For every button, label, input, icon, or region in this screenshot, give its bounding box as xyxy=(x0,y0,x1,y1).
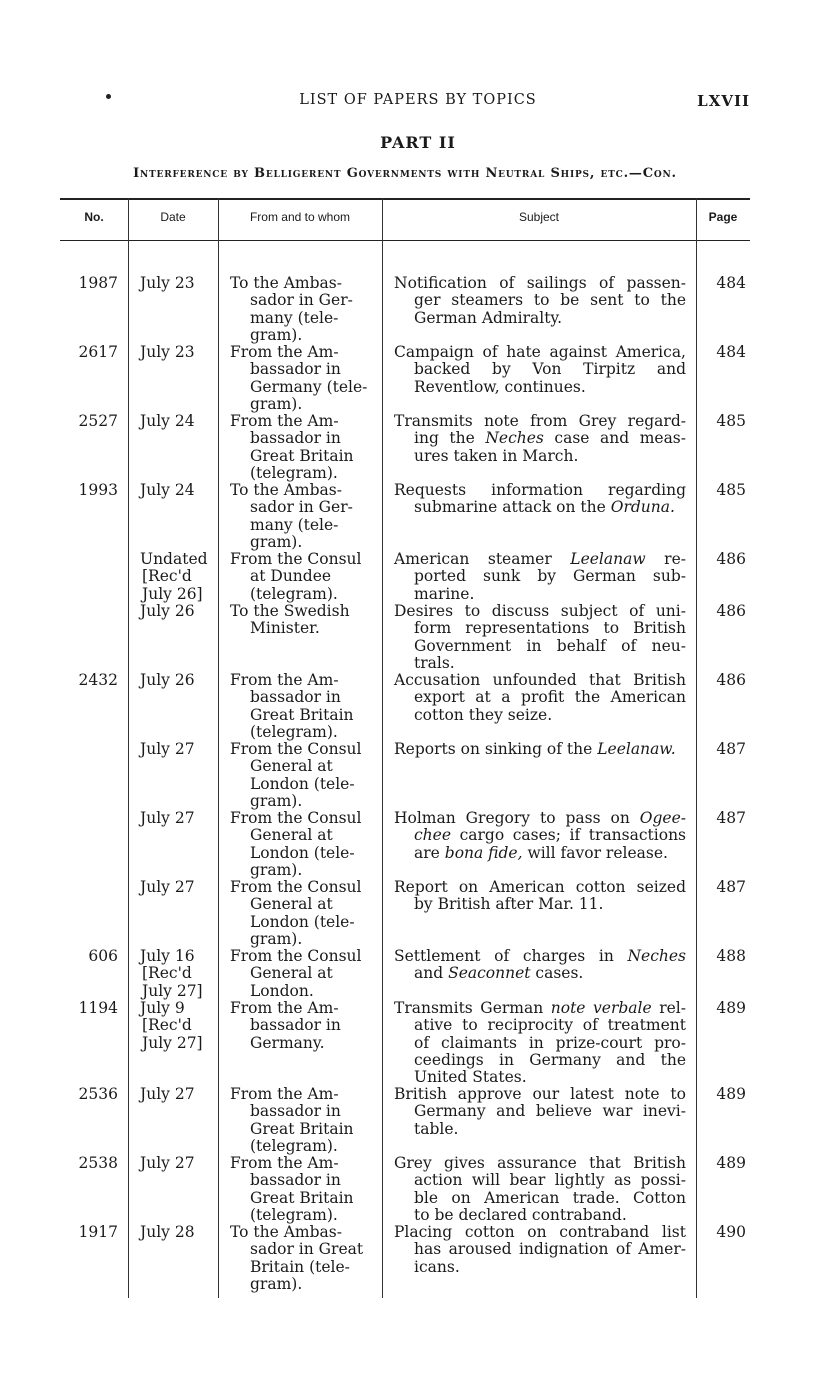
page-reference: 484 xyxy=(716,274,746,292)
from-line: To the Ambas- xyxy=(230,1223,342,1241)
date-line: July 28 xyxy=(140,1223,195,1241)
from-line: (telegram). xyxy=(250,722,338,741)
subject-line: cotton they seize. xyxy=(414,705,553,724)
page-reference: 486 xyxy=(716,671,746,689)
from-line: gram). xyxy=(250,791,303,810)
page-reference: 486 xyxy=(716,602,746,620)
page-reference: 489 xyxy=(716,999,746,1017)
subject xyxy=(394,603,686,672)
subject-line: Campaign of hate against America, xyxy=(394,343,686,361)
date-line: July 24 xyxy=(140,412,195,430)
from-line: London. xyxy=(250,981,314,1000)
subject-line: marine. xyxy=(414,584,475,603)
date-line: July 23 xyxy=(140,274,195,292)
paper-number: 2432 xyxy=(78,671,118,689)
from-and-to-whom xyxy=(230,482,370,551)
paper-date xyxy=(140,948,212,1000)
paper-date xyxy=(140,344,212,361)
date-line: July 9 xyxy=(140,999,185,1017)
paper-date xyxy=(140,551,212,603)
running-title: LIST OF PAPERS BY TOPICS xyxy=(299,92,537,108)
from-line: General at xyxy=(250,964,333,983)
subject-line: table. xyxy=(414,1119,459,1138)
from-line: From the Am- xyxy=(230,999,339,1017)
from-line: Great Britain xyxy=(250,1119,354,1138)
subject-line: Grey gives assurance that British xyxy=(394,1154,686,1172)
page-reference: 488 xyxy=(716,947,746,965)
paper-date xyxy=(140,413,212,430)
page-number: LXVII xyxy=(697,92,750,110)
subject xyxy=(394,810,686,862)
subject-line: ger steamers to be sent to the xyxy=(414,291,686,310)
date-line: July 27 xyxy=(140,1154,195,1172)
from-and-to-whom xyxy=(230,603,370,638)
subject-line: ative to reciprocity of treatment xyxy=(414,1016,686,1035)
from-and-to-whom xyxy=(230,551,370,603)
subject-line: Reports on sinking of the Leelanaw. xyxy=(394,740,676,758)
from-line: bassador in xyxy=(250,1102,341,1121)
from-line: (telegram). xyxy=(250,1136,338,1155)
from-line: Germany. xyxy=(250,1033,325,1052)
from-line: bassador in xyxy=(250,1016,341,1035)
column-divider xyxy=(382,198,383,1298)
subject xyxy=(394,551,686,603)
from-line: Minister. xyxy=(250,619,320,638)
paper-number: 1194 xyxy=(78,999,118,1017)
section-title: Interference by Belligerent Governments with Neutral Ships, etc.—Con. xyxy=(133,166,677,181)
paper-date xyxy=(140,603,212,620)
subject xyxy=(394,344,686,396)
from-line: (telegram). xyxy=(250,584,338,603)
subject-line: action will bear lightly as possi- xyxy=(414,1171,686,1190)
date-line: July 16 xyxy=(140,947,195,965)
subject-line: submarine attack on the Orduna. xyxy=(414,498,675,517)
subject-line: and Seaconnet cases. xyxy=(414,964,584,983)
subject-line: trals. xyxy=(414,653,455,672)
date-line: July 27] xyxy=(142,1033,203,1052)
subject-line: Requests information regarding xyxy=(394,481,686,499)
subject-line: ble on American trade. Cotton xyxy=(414,1188,686,1207)
from-line: From the Consul xyxy=(230,740,362,758)
date-line: [Rec'd xyxy=(142,964,192,983)
paper-number: 606 xyxy=(88,947,118,965)
from-line: sador in Ger- xyxy=(250,498,353,517)
from-and-to-whom xyxy=(230,741,370,810)
from-line: From the Consul xyxy=(230,878,362,896)
paper-number: 2527 xyxy=(78,412,118,430)
column-header-page: Page xyxy=(708,210,738,224)
subject-line: form representations to British xyxy=(414,619,686,638)
subject-line: Notification of sailings of passen- xyxy=(394,274,686,292)
column-header-no: No. xyxy=(84,210,104,224)
from-and-to-whom xyxy=(230,1224,370,1293)
subject-line: American steamer Leelanaw re- xyxy=(394,550,686,568)
column-header-subject: Subject xyxy=(518,210,560,224)
from-and-to-whom xyxy=(230,1086,370,1155)
from-line: (telegram). xyxy=(250,463,338,482)
from-and-to-whom xyxy=(230,1155,370,1224)
column-divider xyxy=(696,198,697,1298)
paper-number: 1993 xyxy=(78,481,118,499)
from-line: General at xyxy=(250,826,333,845)
subject-line: ures taken in March. xyxy=(414,446,579,465)
date-line: July 24 xyxy=(140,481,195,499)
from-line: (telegram). xyxy=(250,1205,338,1224)
date-line: July 26 xyxy=(140,602,195,620)
from-and-to-whom xyxy=(230,1000,370,1052)
paper-date xyxy=(140,275,212,292)
from-line: at Dundee xyxy=(250,567,332,586)
paper-date xyxy=(140,1224,212,1241)
subject-line: export at a profit the American xyxy=(414,688,686,707)
column-divider xyxy=(128,198,129,1298)
from-line: From the Am- xyxy=(230,671,339,689)
subject-line: has aroused indignation of Amer- xyxy=(414,1240,686,1259)
from-and-to-whom xyxy=(230,810,370,879)
subject xyxy=(394,1224,686,1276)
subject xyxy=(394,948,686,983)
part-title: PART II xyxy=(380,133,456,152)
paper-number: 2617 xyxy=(78,343,118,361)
subject-line: to be declared contraband. xyxy=(414,1205,627,1224)
subject-line: are bona fide, will favor release. xyxy=(414,843,668,862)
from-line: General at xyxy=(250,895,333,914)
from-line: bassador in xyxy=(250,429,341,448)
subject xyxy=(394,741,686,758)
subject-line: ported sunk by German sub- xyxy=(414,567,686,586)
date-line: July 27 xyxy=(140,878,195,896)
from-and-to-whom xyxy=(230,344,370,413)
from-line: Great Britain xyxy=(250,705,354,724)
from-line: Great Britain xyxy=(250,446,354,465)
page-reference: 486 xyxy=(716,550,746,568)
paper-date xyxy=(140,741,212,758)
from-line: bassador in xyxy=(250,360,341,379)
from-line: gram). xyxy=(250,1274,303,1293)
from-and-to-whom xyxy=(230,948,370,1000)
subject-line: German Admiralty. xyxy=(414,308,563,327)
from-line: From the Consul xyxy=(230,550,362,568)
from-line: London (tele- xyxy=(250,843,355,862)
subject xyxy=(394,1155,686,1224)
page-reference: 485 xyxy=(716,481,746,499)
from-line: General at xyxy=(250,757,333,776)
from-line: To the Ambas- xyxy=(230,274,342,292)
subject-line: Reventlow, continues. xyxy=(414,377,586,396)
table-header-rule xyxy=(60,240,750,241)
subject-line: by British after Mar. 11. xyxy=(414,895,604,914)
date-line: July 27] xyxy=(142,981,203,1000)
subject xyxy=(394,879,686,914)
subject-line: Desires to discuss subject of uni- xyxy=(394,602,686,620)
subject-line: Government in behalf of neu- xyxy=(414,636,686,655)
page-reference: 484 xyxy=(716,343,746,361)
subject-line: backed by Von Tirpitz and xyxy=(414,360,686,379)
date-line: July 27 xyxy=(140,1085,195,1103)
table-top-rule xyxy=(60,198,750,200)
from-and-to-whom xyxy=(230,672,370,741)
subject xyxy=(394,275,686,327)
from-line: From the Consul xyxy=(230,809,362,827)
paper-number: 2536 xyxy=(78,1085,118,1103)
from-line: bassador in xyxy=(250,1171,341,1190)
date-line: [Rec'd xyxy=(142,1016,192,1035)
from-line: Britain (tele- xyxy=(250,1257,350,1276)
papers-table xyxy=(60,198,750,1298)
paper-date xyxy=(140,672,212,689)
page-reference: 485 xyxy=(716,412,746,430)
from-line: bassador in xyxy=(250,688,341,707)
subject-line: British approve our latest note to xyxy=(394,1085,686,1103)
from-line: Germany (tele- xyxy=(250,377,368,396)
page-reference: 490 xyxy=(716,1223,746,1241)
from-and-to-whom xyxy=(230,275,370,344)
from-line: gram). xyxy=(250,325,303,344)
subject-line: of claimants in prize-court pro- xyxy=(414,1033,686,1052)
from-line: London (tele- xyxy=(250,774,355,793)
subject-line: chee cargo cases; if transactions xyxy=(414,826,686,845)
subject-line: ing the Neches case and meas- xyxy=(414,429,687,448)
subject-line: United States. xyxy=(414,1068,527,1087)
from-line: To the Swedish xyxy=(230,602,350,620)
date-line: July 27 xyxy=(140,809,195,827)
from-line: From the Am- xyxy=(230,412,339,430)
subject-line: icans. xyxy=(414,1257,460,1276)
paper-number: 2538 xyxy=(78,1154,118,1172)
from-line: From the Am- xyxy=(230,1154,339,1172)
from-and-to-whom xyxy=(230,879,370,948)
date-line: July 23 xyxy=(140,343,195,361)
from-line: From the Am- xyxy=(230,343,339,361)
from-line: many (tele- xyxy=(250,515,339,534)
subject-line: Placing cotton on contraband list xyxy=(394,1223,686,1241)
paper-date xyxy=(140,482,212,499)
page-reference: 489 xyxy=(716,1154,746,1172)
from-line: gram). xyxy=(250,394,303,413)
from-line: From the Consul xyxy=(230,947,362,965)
date-line: Undated xyxy=(140,550,208,568)
subject-line: Report on American cotton seized xyxy=(394,878,686,896)
date-line: July 26] xyxy=(142,584,203,603)
subject-line: Transmits German note verbale rel- xyxy=(394,999,686,1017)
page-reference: 487 xyxy=(716,740,746,758)
paper-date xyxy=(140,879,212,896)
date-line: July 26 xyxy=(140,671,195,689)
subject xyxy=(394,1086,686,1138)
page-reference: 489 xyxy=(716,1085,746,1103)
subject xyxy=(394,1000,686,1086)
page-reference: 487 xyxy=(716,878,746,896)
column-header-date: Date xyxy=(160,210,186,224)
paper-date xyxy=(140,1086,212,1103)
subject xyxy=(394,672,686,724)
date-line: July 27 xyxy=(140,740,195,758)
subject-line: Germany and believe war inevi- xyxy=(414,1102,686,1121)
from-line: Great Britain xyxy=(250,1188,354,1207)
column-header-from: From and to whom xyxy=(249,210,351,224)
from-line: many (tele- xyxy=(250,308,339,327)
subject-line: ceedings in Germany and the xyxy=(414,1050,686,1069)
paper-date xyxy=(140,1155,212,1172)
from-line: To the Ambas- xyxy=(230,481,342,499)
paper-date xyxy=(140,1000,212,1052)
subject-line: Holman Gregory to pass on Ogee- xyxy=(394,809,686,827)
from-line: gram). xyxy=(250,860,303,879)
from-and-to-whom xyxy=(230,413,370,482)
from-line: From the Am- xyxy=(230,1085,339,1103)
from-line: gram). xyxy=(250,929,303,948)
running-header xyxy=(0,86,836,116)
subject-line: Accusation unfounded that British xyxy=(394,671,686,689)
from-line: gram). xyxy=(250,532,303,551)
date-line: [Rec'd xyxy=(142,567,192,586)
paper-number: 1987 xyxy=(78,274,118,292)
paper-date xyxy=(140,810,212,827)
subject xyxy=(394,413,686,465)
paper-number: 1917 xyxy=(78,1223,118,1241)
from-line: London (tele- xyxy=(250,912,355,931)
subject-line: Settlement of charges in Neches xyxy=(394,947,686,965)
from-line: sador in Ger- xyxy=(250,291,353,310)
subject-line: Transmits note from Grey regard- xyxy=(394,412,686,430)
from-line: sador in Great xyxy=(250,1240,364,1259)
column-divider xyxy=(218,198,219,1298)
page-reference: 487 xyxy=(716,809,746,827)
subject xyxy=(394,482,686,517)
